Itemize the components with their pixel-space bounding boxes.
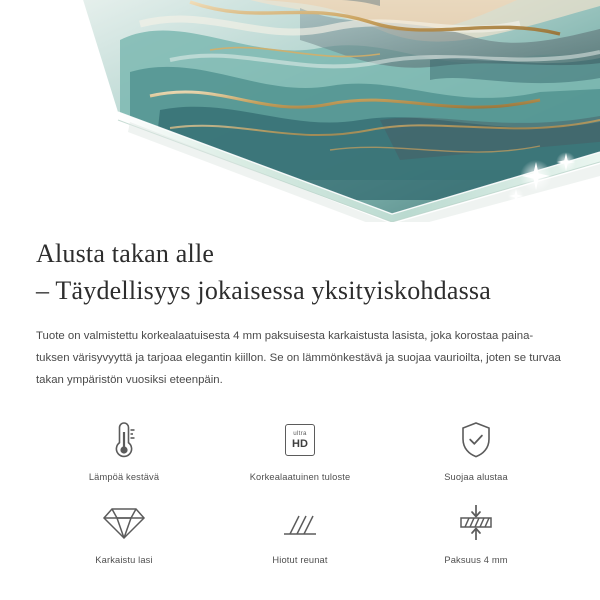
hero-artwork [0,0,600,222]
feature-item-heat-resistant [36,417,212,482]
feature-item-thickness [388,500,564,565]
thermometer-icon [107,417,141,463]
diamond-icon [102,500,146,546]
ultra-hd-badge-bottom: HD [292,437,308,450]
feature-label: Hiotut reunat [272,555,328,566]
feature-grid [36,417,564,565]
polished-edges-icon [280,500,320,546]
feature-item-tempered-glass [36,500,212,565]
feature-label: Korkealaatuinen tuloste [249,472,351,483]
thickness-arrows-icon [456,500,496,546]
ultra-hd-badge-top: ultra [293,430,307,438]
description-paragraph: Tuote on valmistettu korkealaatuisesta 4 mm paksuisesta karkaistusta lasista, joka korostaa paina-tuksen värisyvyyttä ja tarjoaa elegantin kiillon. Se on lämmönkestävä ja suojaa vaurioilta, joten se turvaa takan ympäristön vuosiksi eteenpäin. [36,329,561,386]
hero-image [0,0,600,222]
feature-label: Paksuus 4 mm [444,555,508,566]
feature-label: Suojaa alustaa [444,472,508,483]
shield-check-icon [458,417,494,463]
headline-line-2: – Täydellisyys jokaisessa yksityiskohdassa [36,275,491,305]
content-area [0,222,600,565]
feature-label: Lämpöä kestävä [88,472,160,483]
page-title [36,236,564,310]
ultra-hd-icon [285,417,315,463]
feature-item-polished-edges [212,500,388,565]
headline-line-1: Alusta takan alle [36,239,215,268]
feature-label: Karkaistu lasi [95,555,153,566]
feature-item-high-quality-print [212,417,388,482]
feature-item-protects-surface [388,417,564,482]
